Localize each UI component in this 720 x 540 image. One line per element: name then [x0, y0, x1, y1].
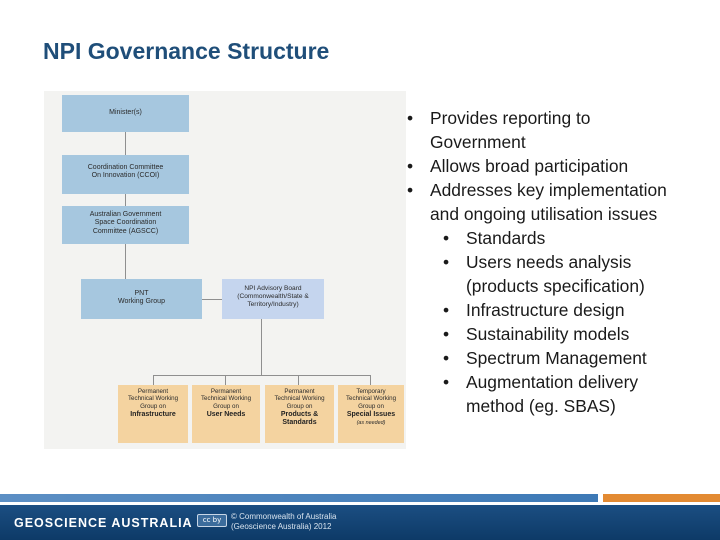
connector-line [225, 375, 226, 385]
footer-stripe [0, 494, 720, 502]
sub-bullet-item [404, 250, 716, 298]
bullet-text: Allows broad participation [430, 156, 629, 176]
bullet-text: Infrastructure design [466, 300, 625, 320]
bullet-item [404, 154, 716, 178]
ccoi-line: Coordination Committee [87, 164, 164, 171]
minister-label: Minister(s) [109, 109, 142, 116]
bullet-text: Spectrum Management [466, 348, 647, 368]
connector-line [125, 244, 126, 279]
sub-bullet-item [404, 322, 716, 346]
working-group-user-needs [192, 385, 260, 443]
bullet-marker: • [407, 156, 414, 176]
bullet-text: Sustainability models [466, 324, 630, 344]
ccoi-box [62, 155, 189, 194]
agscc-line: Australian Government [89, 211, 162, 218]
slide-title: NPI Governance Structure [43, 38, 330, 64]
group-topic: Special Issues [346, 410, 396, 418]
pnt-box [81, 279, 202, 319]
org-chart [44, 91, 406, 449]
pnt-line: Working Group [118, 298, 165, 306]
sub-bullet-item [404, 346, 716, 370]
group-topic: User Needs [206, 410, 246, 418]
group-line: Temporary [356, 388, 386, 395]
group-line: Technical Working [345, 395, 397, 403]
bullet-item [404, 106, 716, 154]
group-line: Technical Working [127, 395, 179, 403]
minister-box [62, 95, 189, 132]
sub-bullet-item [404, 370, 716, 418]
bullet-text: Users needs analysis [466, 252, 632, 272]
bullet-marker: • [443, 324, 450, 344]
bullet-text: (products specification) [466, 276, 645, 296]
bullet-item [404, 178, 716, 226]
advisory-line: Territory/Industry) [247, 300, 299, 308]
bullet-marker: • [407, 108, 414, 128]
working-group-products-standards [265, 385, 334, 443]
group-line: Permanent [284, 388, 315, 395]
agscc-box [62, 206, 189, 244]
connector-line [202, 299, 222, 300]
agscc-line: Space Coordination [94, 219, 157, 227]
group-line: Group on [286, 402, 313, 410]
bullet-marker: • [443, 300, 450, 320]
sub-bullet-item [404, 298, 716, 322]
advisory-board-box [222, 279, 324, 319]
copyright-line: (Geoscience Australia) 2012 [231, 522, 332, 531]
working-group-infrastructure [118, 385, 188, 443]
agscc-line: Committee (AGSCC) [92, 227, 159, 235]
bullet-marker: • [443, 228, 450, 248]
group-line: Group on [213, 402, 239, 410]
group-line: Group on [358, 402, 384, 410]
working-group-special-issues [338, 385, 404, 443]
bullet-list [404, 106, 716, 418]
bullet-text: Government [430, 132, 526, 152]
bullet-marker: • [443, 348, 450, 368]
advisory-line: (Commonwealth/State & [237, 292, 309, 300]
copyright-line: © Commonwealth of Australia [231, 512, 337, 521]
connector-line [261, 319, 262, 375]
bullet-marker: • [407, 180, 414, 200]
advisory-line: NPI Advisory Board [244, 285, 302, 292]
bullet-marker: • [443, 372, 450, 392]
connector-line [370, 375, 371, 385]
group-line: Technical Working [274, 395, 325, 403]
copyright-notice [231, 512, 337, 532]
bullet-text: method (eg. SBAS) [466, 396, 616, 416]
footer-stripe-blue [0, 494, 598, 502]
bullet-text: Provides reporting to [430, 108, 591, 128]
group-line: Group on [140, 402, 166, 410]
connector-line [153, 375, 370, 376]
group-line: Permanent [137, 388, 169, 395]
footer-stripe-orange [603, 494, 720, 502]
bullet-marker: • [443, 252, 450, 272]
bullet-text: and ongoing utilisation issues [430, 204, 658, 224]
group-line: Permanent [210, 388, 242, 395]
group-line: Technical Working [200, 395, 252, 403]
sub-bullet-item [404, 226, 716, 250]
group-note: (as needed) [356, 420, 386, 427]
bullet-text: Addresses key implementation [430, 180, 667, 200]
connector-line [153, 375, 154, 385]
brand-logo-text: GEOSCIENCE AUSTRALIA [14, 516, 193, 530]
bullet-text: Standards [466, 228, 546, 248]
group-topic: Products & Standards [280, 410, 319, 427]
bullet-text: Augmentation delivery [466, 372, 639, 392]
connector-line [125, 194, 126, 206]
connector-line [125, 132, 126, 155]
group-topic: Infrastructure [130, 410, 176, 418]
ccoi-line: On Innovation (CCOI) [91, 172, 160, 180]
connector-line [298, 375, 299, 385]
creative-commons-badge: cc by [197, 514, 227, 527]
pnt-line: PNT [134, 290, 149, 297]
